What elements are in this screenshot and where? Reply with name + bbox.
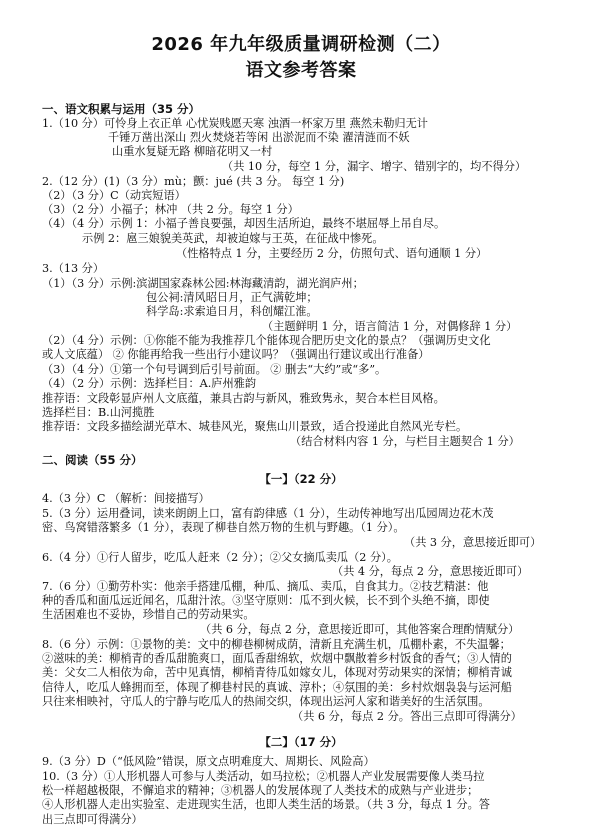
answer-line: 密、鸟窝错落繁多（1 分），表现了柳巷自然万物的生机与野趣。（1 分）。 bbox=[42, 521, 405, 534]
answer-line: 美：父女二人相依为命，苦中见真情，柳梢青待瓜如嫁女儿，体现对劳动果实的深情；柳梢青诚 bbox=[42, 666, 512, 679]
answer-line: 信待人，吃瓜人蜂拥而至，体现了柳巷村民的真诚、淳朴；④氛围的美：乡村炊烟袅袅与运河船 bbox=[42, 681, 512, 694]
answer-line: 生活困难也不妥协，珍惜自己的劳动果实。 bbox=[42, 608, 255, 621]
answer-line: ②滋味的美：柳梢青的香瓜甜脆爽口，面瓜香甜绵软，炊烟中飘散着乡村饭食的香气；③人情的 bbox=[42, 652, 512, 665]
answer-line: 或人文底蕴） ② 你能再给我一些出行小建议吗？（强调出行建议或出行准备） bbox=[42, 348, 430, 361]
scoring-note: （结合材料内容 1 分，与栏目主题契合 1 分） bbox=[290, 435, 520, 448]
answer-line: 只往来相映衬，守瓜人的宁静与吃瓜人的热闹交织，体现出运河人家和谐美好的生活氛围。 bbox=[42, 695, 490, 708]
answer-line: 推荐语：文段彰显庐州人文底蕴，兼具古韵与新风，雅致隽永，契合本栏目风格。 bbox=[42, 392, 445, 405]
answer-line: 包公祠:清风昭日月，正气满乾坤； bbox=[146, 291, 318, 304]
answer-line: ④人形机器人走出实验室、走进现实生活，也即人类生活的场景。（共 3 分，每点 1 分。答 bbox=[42, 798, 490, 811]
answer-line: 出三点即可得满分） bbox=[42, 813, 143, 826]
scoring-note: （性格特点 1 分，主要经历 2 分，仿照句式、语句通顺 1 分） bbox=[176, 247, 488, 260]
answer-line: 2.（12 分）(1)（3 分）mù；颤：jué (共 3 分。 每空 1 分) bbox=[42, 175, 345, 188]
document-subtitle: 语文参考答案 bbox=[245, 60, 357, 81]
answer-line: 9.（3 分）D（“低风险”错误，原文点明难度大、周期长、风险高） bbox=[42, 755, 375, 768]
answer-line: 5.（3 分）运用叠词，读来朗朗上口，富有韵律感（1 分），生动传神地写出瓜园周边花木茂 bbox=[42, 507, 494, 520]
answer-line: （2）（4 分）示例：①你能不能为我推荐几个能体现合肥历史文化的景点？（强调历史文化 bbox=[42, 334, 491, 347]
answer-line: （4）（2 分）示例：选择栏目：A.庐州雅韵 bbox=[42, 377, 257, 390]
answer-line: 山重水复疑无路 柳暗花明又一村 bbox=[112, 145, 273, 158]
section-heading-2: 二、阅读（55 分） bbox=[42, 453, 143, 467]
answer-line: （4）（4 分）示例 1：小福子善良要强，却因生活所迫，最终不堪屈辱上吊自尽。 bbox=[42, 217, 446, 230]
answer-line: （2）（3 分）C（动宾短语） bbox=[42, 189, 186, 202]
answer-line: 4.（3 分）C （解析：间接描写） bbox=[42, 492, 210, 505]
scoring-note: （共 3 分，意思接近即可） bbox=[404, 536, 542, 549]
scoring-note: （共 6 分，每点 2 分。答出三点即可得满分） bbox=[292, 710, 522, 723]
document-title: 2026 年九年级质量调研检测（二） bbox=[151, 34, 451, 55]
answer-line: 科学岛:求索追日月，科创耀江淮。 bbox=[146, 305, 318, 318]
answer-line: 千锤万凿出深山 烈火焚烧若等闲 出淤泥而不染 濯清涟而不妖 bbox=[108, 131, 410, 144]
answer-line: 3.（13 分） bbox=[42, 262, 105, 275]
scoring-note: （主题鲜明 1 分，语言简洁 1 分，对偶修辞 1 分） bbox=[262, 320, 518, 333]
scoring-note: （共 4 分，每点 2 分，意思接近即可） bbox=[332, 565, 529, 578]
answer-line: （1）（3 分）示例:滨湖国家森林公园:林海藏清韵，湖光润庐州； bbox=[42, 277, 364, 290]
answer-line: 松一样超越极限，不懈追求的精神；③机器人的发展体现了人类技术的成熟与产业进步； bbox=[42, 784, 479, 797]
section-heading-1: 一、语文积累与运用（35 分） bbox=[42, 102, 201, 116]
answer-line: 推荐语：文段多描绘湖光草木、城巷风光，聚焦山川景致，适合投递此自然风光专栏。 bbox=[42, 420, 468, 433]
answer-line: 7.（6 分）①勤劳朴实：他亲手搭建瓜棚，种瓜、摘瓜、卖瓜，自食其力。②技艺精湛：他 bbox=[42, 580, 489, 593]
answer-line: 6.（4 分）①行人留步，吃瓜人赶来（2 分）；②父女摘瓜卖瓜（2 分）。 bbox=[42, 551, 398, 564]
answer-line: 选择栏目：B.山河揽胜 bbox=[42, 406, 155, 419]
answer-line: 10.（3 分）①人形机器人可参与人类活动，如马拉松；②机器人产业发展需要像人类马拉 bbox=[42, 770, 485, 783]
answer-line: 种的香瓜和面瓜远近闻名，瓜甜汁浓。③坚守原则：瓜不到火候，长不到个头绝不摘，即使 bbox=[42, 594, 490, 607]
scoring-note: （共 6 分，每点 2 分，意思接近即可，其他答案合理酌情赋分） bbox=[200, 623, 520, 636]
answer-line: （3）（2 分）小福子；林冲 （共 2 分。每空 1 分） bbox=[42, 203, 299, 216]
subsection-heading: 【一】（22 分） bbox=[259, 472, 343, 486]
scoring-note: （共 10 分，每空 1 分，漏字、增字、错别字的，均不得分） bbox=[222, 160, 527, 173]
answer-line: （3）（4 分）①第一个句号调到后引号前面。 ② 删去“大约”或“多”。 bbox=[42, 363, 387, 376]
answer-line: 示例 2：扈三娘貌美英武，却被迫嫁与王英，在征战中惨死。 bbox=[82, 232, 384, 245]
subsection-heading: 【二】（17 分） bbox=[259, 735, 343, 749]
answer-line: 8.（6 分）示例：①景物的美：文中的柳巷柳树成荫，清新且充满生机，瓜棚朴素，不失温馨； bbox=[42, 638, 511, 651]
answer-line: 1.（10 分）可怜身上衣正单 心忧炭贱愿天寒 浊酒一杯家万里 燕然未勒归无计 bbox=[42, 117, 428, 130]
